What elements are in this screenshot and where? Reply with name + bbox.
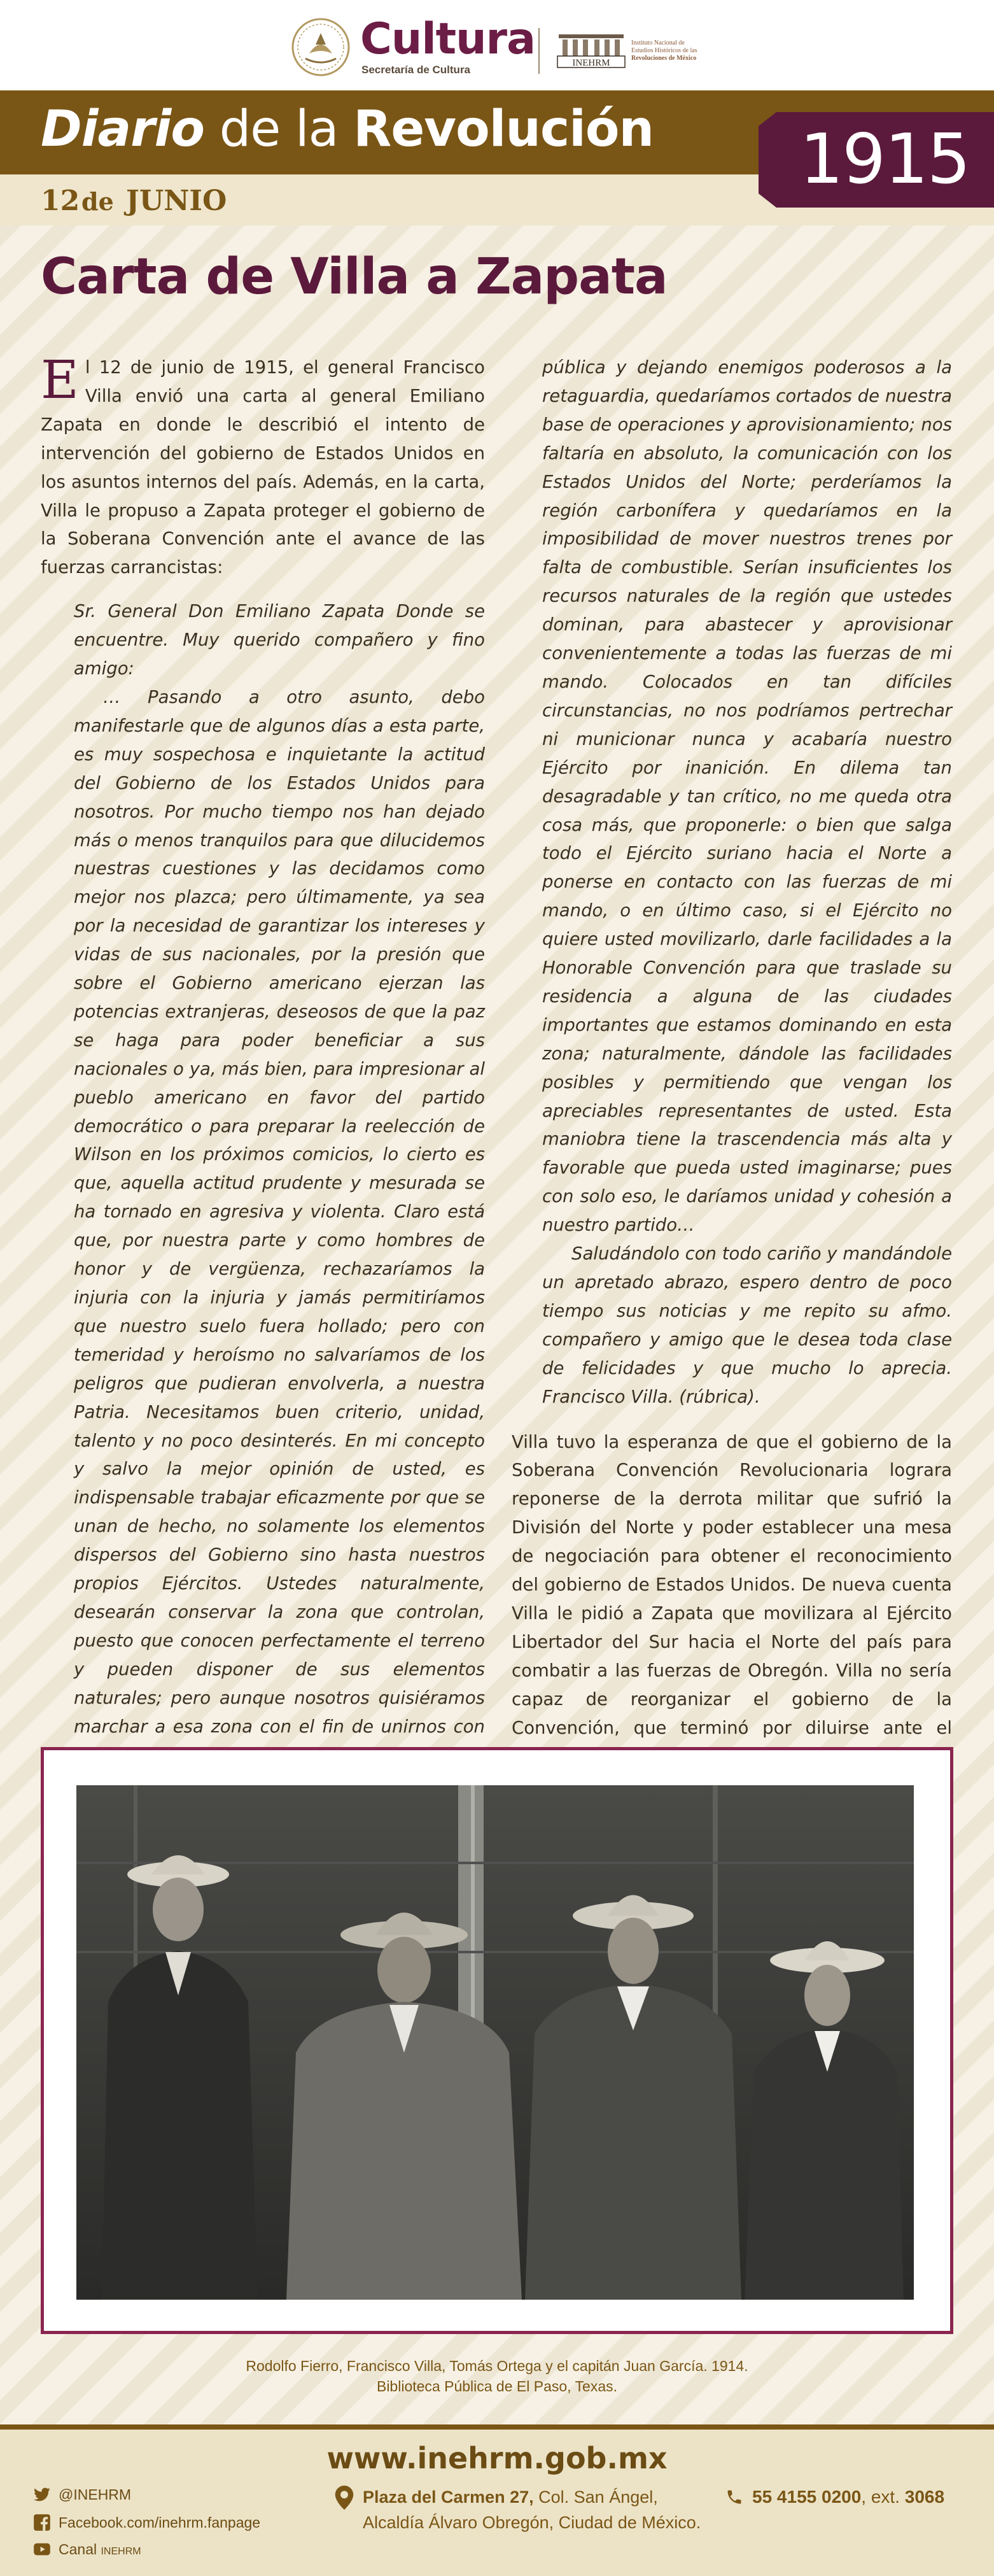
four-men-portrait-image — [76, 1785, 914, 2300]
location-pin-icon — [335, 2486, 354, 2510]
logo-divider — [538, 28, 540, 74]
twitter-link[interactable]: @INEHRM — [33, 2486, 131, 2503]
website-link[interactable]: www.inehrm.gob.mx — [326, 2441, 668, 2475]
mexico-coat-of-arms-icon — [290, 17, 351, 78]
year-label: 1915 — [799, 120, 970, 199]
inehrm-acronym: INEHRM — [572, 58, 610, 68]
phone-icon — [725, 2488, 743, 2507]
youtube-icon — [33, 2540, 51, 2558]
date-day: 12 — [41, 185, 80, 217]
inehrm-full-name: Instituto Nacional de Estudios Históricos de las Revoluciones de México — [631, 39, 697, 62]
inehrm-building-logo — [556, 29, 626, 69]
cultura-subtitle: Secretaría de Cultura — [361, 64, 471, 76]
date-month: JUNIO — [126, 185, 227, 217]
photo-caption: Rodolfo Fierro, Francisco Villa, Tomás Ortega y el capitán Juan García. 1914. Biblioteca Pública de El Paso, Texas. — [246, 2358, 748, 2395]
historical-photo — [76, 1785, 914, 2300]
facebook-link[interactable]: Facebook.com/inehrm.fanpage — [33, 2514, 260, 2531]
facebook-icon — [33, 2514, 51, 2531]
conclusion-paragraph: Villa tuvo la esperanza de que el gobierno de la Soberana Convención Revolucionaria lograra reponerse de la derrota militar que sufrió la División del Norte y poder establecer una mesa de negociación para obtener el reconocimiento del gobierno de Estados Unidos. De nueva cuenta Villa le pidió a Zapata que movilizara al Ejército Libertador del Sur hacia el Norte del país para combatir a las fuerzas de Obregón. Villa no sería capaz de reorganizar el gobierno de la Convención, que terminó por diluirse ante el — [512, 1431, 952, 1738]
letter-body-left: … Pasando a otro asunto, debo manifestarle que de algunos días a esta parte, es muy sospechosa e inquietante la actitud del Gobierno de los Estados Unidos para nosotros. Por mucho tiempo nos han dejado más o menos tranquilos para que dilucidemos nuestras cuestiones y las decidamos como mejor nos plazca; pero últimamente, ya sea por la necesidad de garantizar los intereses y vidas de sus nacionales, por la presión que sobre el Gobierno americano ejerzan las potencias extranjeras, deseosos de que la paz se haga para poder beneficiar a sus nacionales o ya, más bien, para impresionar al pueblo americano en favor del partido democrático o para preparar la reelección de Wilson en los próximos comicios, lo cierto es que, aquella actitud prudente y mesurada se ha tornado en agresiva y violenta. Claro está que, por nuestra parte y como hombres de honor y de vergüenza, rechazaríamos la injuria con la injuria y jamás permitiríamos que nuestro suelo fuera hollado; pero con temeridad y heroísmo no salvaríamos de los peligros que pudieran envolverla, a nuestra Patria. Necesitamos buen criterio, unidad, talento y no poco desinterés. En mi concepto y salvo la mejor opinión de usted, es indispensable trabajar eficazmente por que se unan de hecho, no solamente los elementos dispersos del Gobierno sino hasta nuestros propios Ejércitos. Ustedes naturalmente, desearán conservar la zona que controlan, puesto que conocen perfectamente el terreno y pueden disponer de sus elementos naturales; pero aunque nosotros quisiéramos marchar a esa zona con el fin de unirnos con — [74, 686, 485, 1737]
article-title: Carta de Villa a Zapata — [41, 248, 668, 306]
letter-body-right: pública y dejando enemigos poderosos a la retaguardia, quedaríamos cortados de nuestra base de operaciones y aprovisionamiento; nos faltaría en absoluto, la comunicación con los Estados Unidos del Norte; perderíamos la región carbonífera y quedaríamos en la imposibilidad de mover nuestros trenes por falta de combustible. Serían insuficientes los recursos naturales de la región que ustedes dominan, para abastecer y aprovisionar convenientemente a todas las fuerzas de mi mando. Colocados en tan difíciles circunstancias, no nos podríamos pertrechar ni municionar nunca y acabaría nuestro Ejército por inanición. En dilema tan desagradable y tan crítico, no me queda otra cosa más, que proponerle: o bien que salga todo el Ejército suriano hacia el Norte a ponerse en contacto con las fuerzas de mi mando, o en último caso, si el Ejército no quiere usted movilizarlo, darle facilidades a la Honorable Convención para que traslade su residencia a alguna de las ciudades importantes que estamos dominando en esta zona; naturalmente, dándole las facilidades posibles y permitiendo que vengan los apreciables representantes de usted. Esta maniobra tiene la trascendencia más alta y favorable que pueda usted imaginarse; pues con solo eso, le daríamos unidad y cohesión a nuestro partido… — [542, 357, 952, 1236]
phone-block[interactable]: 55 4155 0200, ext. 3068 — [725, 2487, 944, 2507]
twitter-icon — [33, 2486, 51, 2503]
address-block: Plaza del Carmen 27, Col. San Ángel, Alcaldía Álvaro Obregón, Ciudad de México. — [335, 2484, 701, 2535]
article-column-right — [512, 353, 952, 1828]
series-title: Diario de la Revolución — [41, 101, 654, 158]
date-preposition: de — [81, 187, 114, 216]
drop-cap: E — [41, 350, 79, 411]
article-column-left — [41, 350, 485, 1884]
cultura-logo-text: Cultura — [360, 14, 535, 64]
letter-salutation: Sr. General Don Emiliano Zapata Donde se encuentre. Muy querido compañero y fino amigo: — [74, 601, 485, 679]
letter-closing: Saludándolo con todo cariño y mandándole un apretado abrazo, espero dentro de poco tiempo sus noticias y me repito su afmo. compañero y amigo que le desea toda clase de felicidades y que mucho lo aprecia. Francisco Villa. (rúbrica). — [542, 1243, 952, 1407]
youtube-link[interactable]: Canal INEHRM — [33, 2540, 141, 2558]
intro-paragraph: El 12 de junio de 1915, el general Francisco Villa envió una carta al general Emiliano Zapata en donde le describió el intento de intervención del gobierno de Estados Unidos en los asuntos internos del país. Además, en la carta, Villa le propuso a Zapata proteger el gobierno de la Soberana Convención ante el avance de las fuerzas carrancistas: — [41, 350, 485, 578]
